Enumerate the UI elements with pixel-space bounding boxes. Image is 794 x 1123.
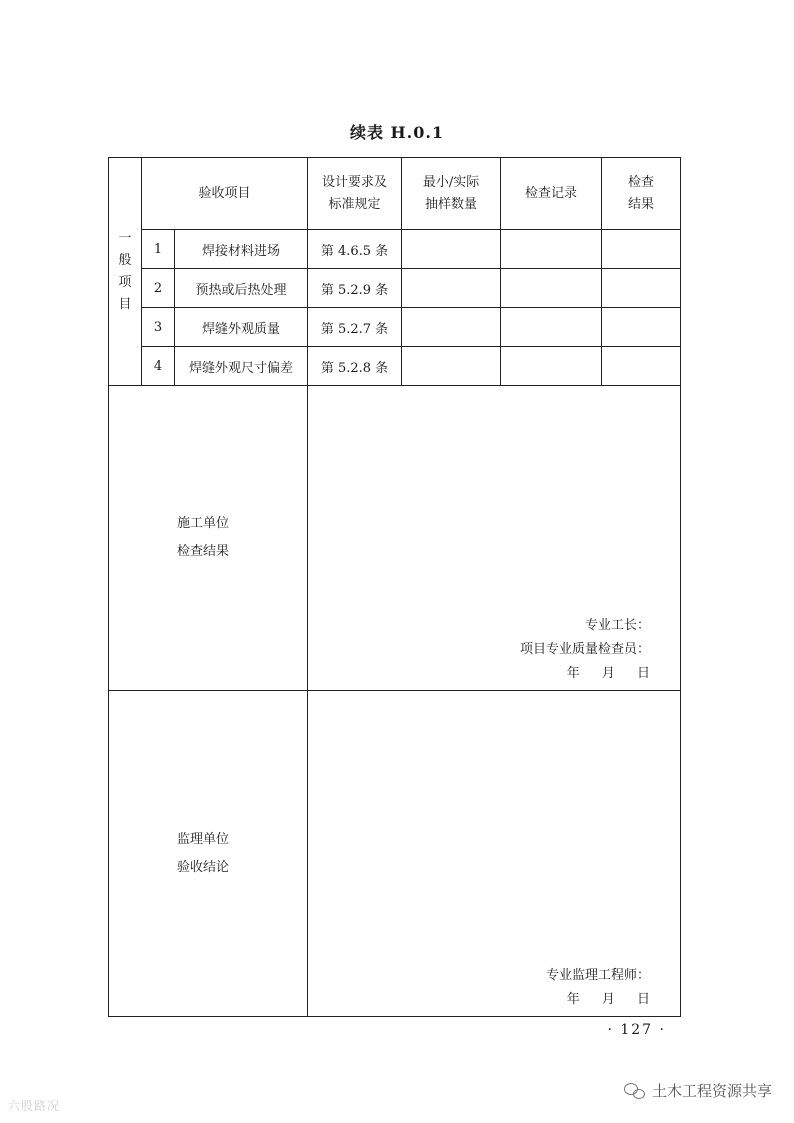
header-item: 验收项目 — [142, 158, 308, 230]
header-design-line2: 标准规定 — [328, 196, 381, 212]
header-row — [109, 158, 681, 230]
supervision-label-line1: 监理单位 — [177, 831, 230, 847]
header-result-line2: 结果 — [628, 196, 655, 212]
construction-label-line1: 施工单位 — [177, 516, 230, 531]
supervision-conclusion-area[interactable] — [308, 691, 681, 1017]
date-month-label: 月 — [601, 666, 615, 681]
supervision-label-line2: 验收结论 — [177, 859, 230, 875]
row-item: 预热或后热处理 — [175, 269, 308, 308]
supervision-signatures — [546, 964, 650, 1012]
page-number: · 127 · — [607, 1022, 666, 1038]
row-item: 焊缝外观尺寸偏差 — [175, 347, 308, 386]
row-record-cell[interactable] — [501, 269, 602, 308]
row-sample-cell[interactable] — [402, 308, 501, 347]
supervising-engineer-signature-line[interactable]: 专业监理工程师： — [546, 968, 651, 983]
table-title: 续表 H.0.1 — [349, 123, 445, 142]
row-number: 1 — [142, 230, 175, 269]
group-label-general-items — [109, 158, 142, 386]
corner-watermark: 六股路况 — [8, 1099, 61, 1113]
header-inspection-result — [602, 158, 681, 230]
watermark-text: 土木工程资源共享 — [651, 1082, 772, 1100]
supervision-label — [109, 691, 308, 1017]
date-day-label: 日 — [637, 992, 651, 1007]
header-sample-line2: 抽样数量 — [425, 196, 478, 212]
header-sample-quantity — [402, 158, 501, 230]
date-month-label: 月 — [601, 992, 615, 1007]
construction-result-area[interactable] — [308, 386, 681, 691]
wechat-icon — [624, 1083, 646, 1099]
group-label-char: 般 — [118, 252, 132, 268]
header-result-line1: 检查 — [628, 174, 655, 190]
table-row — [109, 347, 681, 386]
date-year-label: 年 — [566, 992, 580, 1007]
header-inspection-record: 检查记录 — [501, 158, 602, 230]
row-item: 焊接材料进场 — [175, 230, 308, 269]
row-number: 4 — [142, 347, 175, 386]
header-sample-line1: 最小/实际 — [422, 174, 480, 190]
construction-row — [109, 386, 681, 691]
row-result-cell[interactable] — [602, 347, 681, 386]
date-year-label: 年 — [566, 666, 580, 681]
row-clause: 第 5.2.8 条 — [308, 347, 402, 386]
group-label-char: 项 — [118, 274, 132, 290]
row-number: 2 — [142, 269, 175, 308]
row-sample-cell[interactable] — [402, 347, 501, 386]
supervision-date[interactable] — [546, 988, 650, 1012]
row-record-cell[interactable] — [501, 230, 602, 269]
row-sample-cell[interactable] — [402, 269, 501, 308]
wechat-watermark — [624, 1080, 772, 1101]
row-clause: 第 4.6.5 条 — [308, 230, 402, 269]
supervision-row — [109, 691, 681, 1017]
header-design-line1: 设计要求及 — [322, 174, 388, 190]
inspector-signature-line[interactable]: 项目专业质量检查员： — [520, 642, 651, 657]
table-row — [109, 308, 681, 347]
row-clause: 第 5.2.7 条 — [308, 308, 402, 347]
group-label-char: 一 — [118, 230, 132, 246]
construction-date[interactable] — [520, 662, 650, 686]
group-label-char: 目 — [118, 296, 132, 312]
row-record-cell[interactable] — [501, 308, 602, 347]
row-result-cell[interactable] — [602, 269, 681, 308]
construction-label-line2: 检查结果 — [177, 544, 230, 559]
header-design-requirement — [308, 158, 402, 230]
table-row — [109, 230, 681, 269]
row-result-cell[interactable] — [602, 308, 681, 347]
construction-label — [109, 386, 308, 691]
row-result-cell[interactable] — [602, 230, 681, 269]
inspection-table — [108, 157, 681, 1017]
table-row — [109, 269, 681, 308]
foreman-signature-line[interactable]: 专业工长： — [585, 618, 651, 633]
row-record-cell[interactable] — [501, 347, 602, 386]
row-clause: 第 5.2.9 条 — [308, 269, 402, 308]
row-sample-cell[interactable] — [402, 230, 501, 269]
construction-signatures — [520, 614, 650, 686]
row-number: 3 — [142, 308, 175, 347]
row-item: 焊缝外观质量 — [175, 308, 308, 347]
date-day-label: 日 — [637, 666, 651, 681]
